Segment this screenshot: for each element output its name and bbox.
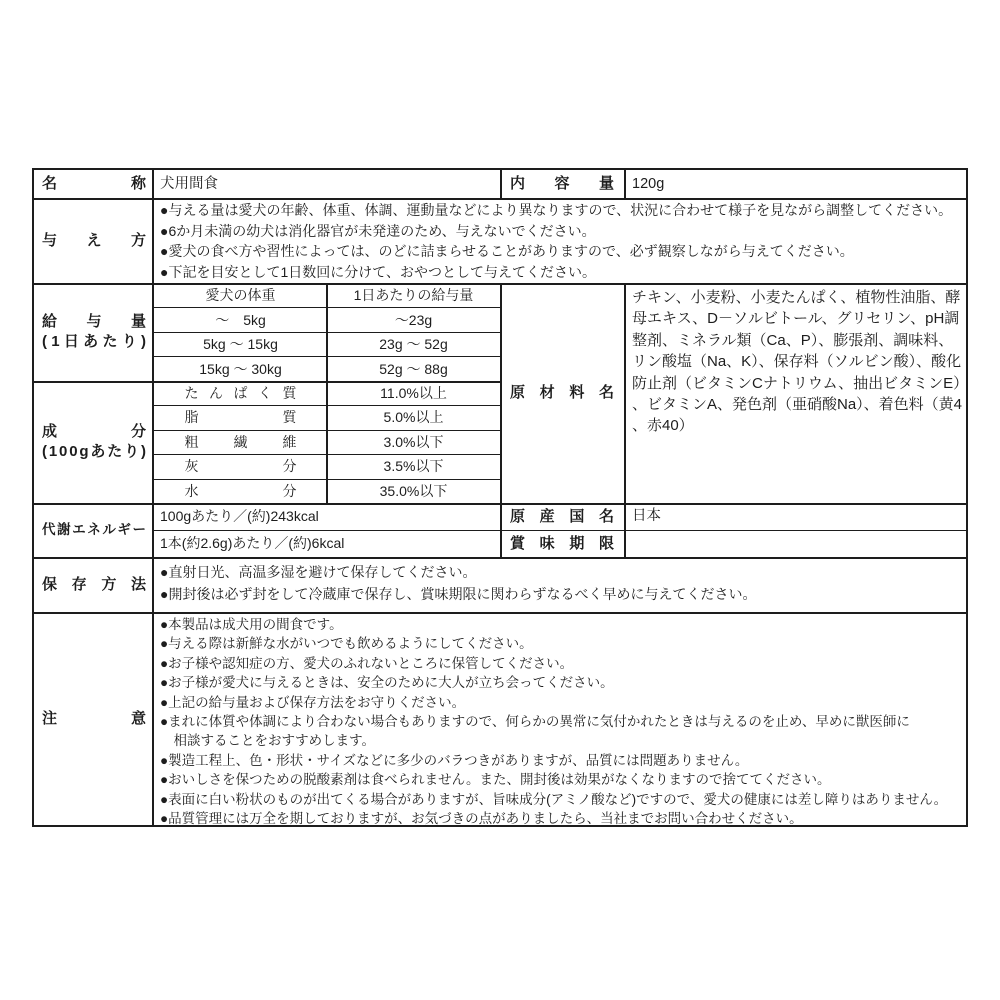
weight-range-cell: ～ 5kg xyxy=(215,311,266,328)
label-char: 質 xyxy=(282,409,297,426)
nutrient-name-cell xyxy=(154,454,327,478)
nutrient-value-cell: 3.5%以下 xyxy=(383,458,444,475)
label-char: ん xyxy=(209,384,223,401)
label-char: 量 xyxy=(130,313,146,330)
text-line: ●製造工程上、色・形状・サイズなどに多少のバラつきがありますが、品質には問題ありません。 xyxy=(160,752,749,768)
label-char: 量 xyxy=(598,175,614,192)
text-line: ●与える量は愛犬の年齢、体重、体調、運動量などにより異なりますので、状況に合わせて様子を見ながら調整してください。 xyxy=(160,202,953,218)
text-line: ●おいしさを保つための脱酸素剤は食べられません。また、開封後は効果がなくなりますので捨ててください。 xyxy=(160,772,831,788)
caution-lines xyxy=(160,615,947,828)
label-char: 賞 xyxy=(510,534,526,552)
energy-per-100g: 100gあたり／(約)243kcal xyxy=(160,508,319,524)
text-line: ●お子様が愛犬に与えるときは、安全のために大人が立ち会ってください。 xyxy=(160,675,614,691)
label-char: ー xyxy=(132,522,146,537)
label-char: 0 xyxy=(59,443,68,460)
daily-amount-label xyxy=(42,283,146,381)
text-line: ●愛犬の食べ方や習性によっては、のどに詰まらせることがありますので、必ず観察しながら与えてください。 xyxy=(160,243,854,259)
nutrient-name-cell xyxy=(154,405,327,429)
table-border-line xyxy=(326,283,328,503)
daily-amount-label-line2 xyxy=(42,332,146,352)
nutrient-name-cell-text xyxy=(185,456,297,476)
label-char: 方 xyxy=(101,575,117,593)
label-char: 与 xyxy=(42,231,58,249)
label-char: ) xyxy=(141,443,146,460)
label-char: 灰 xyxy=(184,458,199,475)
label-char: 産 xyxy=(539,507,555,525)
name-label xyxy=(42,170,146,198)
label-char: 与 xyxy=(86,313,102,330)
daily-amount-cell: ～23g xyxy=(394,311,433,328)
label-char: 維 xyxy=(282,433,297,450)
net-weight-label-text xyxy=(510,174,614,194)
text-line: ●お子様や認知症の方、愛犬のふれないところに保管してください。 xyxy=(160,655,574,671)
label-char: 分 xyxy=(282,458,297,475)
text-line: ●まれに体質や体調により合わない場合もありますので、何らかの異常に気付かれたときは与えるのを止め、早めに獣医師に xyxy=(160,714,910,730)
label-char: あ xyxy=(90,443,106,460)
label-char: 1 xyxy=(51,333,60,350)
label-char: 法 xyxy=(130,575,146,593)
weight-range-cell: 15kg ～ 30kg xyxy=(199,360,282,377)
label-char: エ xyxy=(72,522,86,537)
composition-label-line1 xyxy=(42,422,146,442)
spec-table xyxy=(32,168,968,827)
origin-value: 日本 xyxy=(632,508,661,524)
net-weight-value: 120g xyxy=(632,176,665,192)
nutrient-name-cell xyxy=(154,479,327,503)
text-line: ●本製品は成犬用の間食です。 xyxy=(160,617,343,632)
label-char: ネ xyxy=(87,522,101,537)
text-line: ●開封後は必ず封をして冷蔵庫で保存し、賞味期限に関わらずなるべく早めに与えてください。 xyxy=(160,585,757,602)
storage-label xyxy=(42,557,146,612)
daily-amount-cell: 52g ～ 88g xyxy=(379,360,448,377)
table-border-line xyxy=(34,198,966,200)
ingredients-text: チキン、小麦粉、小麦たんぱく、植物性油脂、酵母エキス、D－ソルビトール、グリセリン、pH調整剤、ミネラル類（Ca、P）、膨張剤、調味料、リン酸塩（Na、K）、保存料（ソルビン酸）、酸化防止剤（ビタミンCナトリウム、抽出ビタミンE）、ビタミンA、発色剤（亜硝酸Na）、着色料（黄4、赤40） xyxy=(632,289,963,435)
label-char: 味 xyxy=(539,534,555,552)
feeding-label xyxy=(42,198,146,283)
label-char: 存 xyxy=(71,575,87,593)
ingredients-label-text xyxy=(510,383,614,403)
name-value: 犬用間食 xyxy=(160,176,218,192)
expiry-label xyxy=(510,530,614,557)
composition-label xyxy=(42,381,146,503)
weight-header-cell: 愛犬の体重 xyxy=(205,287,276,304)
label-char: 名 xyxy=(598,384,614,401)
storage-label-text xyxy=(42,575,146,595)
label-char: 方 xyxy=(130,231,146,249)
nutrient-name-cell-text xyxy=(185,432,297,452)
label-char: ) xyxy=(141,333,146,350)
nutrient-value-cell: 5.0%以上 xyxy=(383,409,444,426)
label-char: 内 xyxy=(510,175,526,192)
label-char: 限 xyxy=(598,534,614,552)
label-char: 原 xyxy=(510,384,526,401)
energy-label-text xyxy=(42,520,146,540)
daily-amount-label-line1 xyxy=(42,312,146,332)
text-line: ●下記を目安として1日数回に分けて、おやつとして与えてください。 xyxy=(160,263,596,280)
label-char: 繊 xyxy=(233,433,248,450)
label-char: 意 xyxy=(130,709,146,727)
label-char: 1 xyxy=(48,443,58,460)
text-line: ●6か月未満の幼犬は消化器官が未発達のため、与えないでください。 xyxy=(160,222,596,239)
label-char: 水 xyxy=(184,482,199,499)
label-char: 粗 xyxy=(184,433,199,450)
label-char: 名 xyxy=(42,175,58,192)
label-char: 注 xyxy=(42,709,58,727)
label-char: り xyxy=(124,443,140,460)
weight-range-cell: 5kg ～ 15kg xyxy=(203,336,278,353)
expiry-label-text xyxy=(510,534,614,554)
label-char: 質 xyxy=(282,384,297,401)
table-border-line xyxy=(34,612,966,614)
label-char: 期 xyxy=(569,534,585,552)
label-char: 日 xyxy=(63,333,79,350)
nutrient-name-cell-text xyxy=(185,383,297,403)
label-char: 謝 xyxy=(57,522,71,537)
label-char: 代 xyxy=(42,522,56,537)
table-border-line xyxy=(34,381,502,383)
ingredients-label xyxy=(510,283,614,503)
table-border-line xyxy=(152,170,154,825)
label-char: た xyxy=(102,333,118,350)
table-border-line xyxy=(624,170,626,198)
origin-label xyxy=(510,503,614,530)
label-char: り xyxy=(121,333,137,350)
label-char: 給 xyxy=(42,313,58,330)
table-border-line xyxy=(152,530,966,531)
label-char: ギ xyxy=(117,522,131,537)
label-char: 保 xyxy=(42,575,58,593)
daily-amount-cell: 23g ～ 52g xyxy=(379,336,448,353)
label-char: 国 xyxy=(569,507,585,525)
nutrient-name-cell-text xyxy=(185,407,297,427)
label-char: 料 xyxy=(569,384,585,401)
label-char: ぱ xyxy=(233,384,248,401)
composition-label-line2 xyxy=(42,442,146,462)
label-char: た xyxy=(107,443,123,460)
feeding-lines xyxy=(160,200,952,282)
label-char: 材 xyxy=(539,384,555,401)
text-line: ●与える際は新鮮な水がいつでも飲めるようにしてください。 xyxy=(160,636,533,652)
text-line: ●上記の給与量および保存方法をお守りください。 xyxy=(160,694,466,710)
text-line: ●表面に白い粉状のものが出てくる場合がありますが、旨味成分(アミノ酸など)ですので、愛犬の健康には差し障りはありません。 xyxy=(160,791,948,807)
label-char: ( xyxy=(42,333,47,350)
label-char: g xyxy=(79,443,89,460)
table-border-line xyxy=(624,283,626,557)
energy-per-stick: 1本(約2.6g)あたり／(約)6kcal xyxy=(160,535,345,551)
feeding-label-text xyxy=(42,231,146,251)
label-char: 分 xyxy=(130,423,146,440)
label-char: 原 xyxy=(510,507,526,525)
nutrient-name-cell xyxy=(154,381,327,405)
label-char: あ xyxy=(83,333,99,350)
storage-lines xyxy=(160,562,756,605)
text-line: 相談することをおすすめします。 xyxy=(173,733,376,749)
table-border-line xyxy=(34,557,966,559)
nutrient-value-cell: 35.0%以下 xyxy=(379,482,448,499)
label-char: 成 xyxy=(42,423,58,440)
table-border-line xyxy=(500,283,502,557)
label-char: 分 xyxy=(282,482,297,499)
label-char: た xyxy=(184,384,199,401)
label-char: ル xyxy=(102,522,116,537)
origin-label-text xyxy=(510,507,614,527)
text-line: ●直射日光、高温多湿を避けて保存してください。 xyxy=(160,564,477,580)
label-char: 容 xyxy=(554,175,570,192)
caution-label-text xyxy=(42,709,146,729)
text-line: ●品質管理には万全を期しておりますが、お気づきの点がありましたら、当社までお問い合わせください。 xyxy=(160,811,803,827)
label-char: ( xyxy=(42,443,47,460)
amount-header-cell: 1日あたりの給与量 xyxy=(353,287,474,304)
table-border-line xyxy=(500,170,502,198)
caution-label xyxy=(42,612,146,825)
label-char: 名 xyxy=(598,507,614,525)
label-char: 0 xyxy=(69,443,78,460)
nutrient-value-cell: 11.0%以上 xyxy=(380,384,447,401)
name-label-text xyxy=(42,174,146,194)
label-char: 脂 xyxy=(184,409,199,426)
nutrient-value-cell: 3.0%以下 xyxy=(383,433,444,450)
label-char: く xyxy=(258,384,272,401)
label-char: 称 xyxy=(130,175,146,192)
nutrient-name-cell xyxy=(154,430,327,454)
nutrient-name-cell-text xyxy=(185,481,297,501)
net-weight-label xyxy=(510,170,614,198)
energy-label xyxy=(42,503,146,557)
label-char: え xyxy=(86,231,102,249)
